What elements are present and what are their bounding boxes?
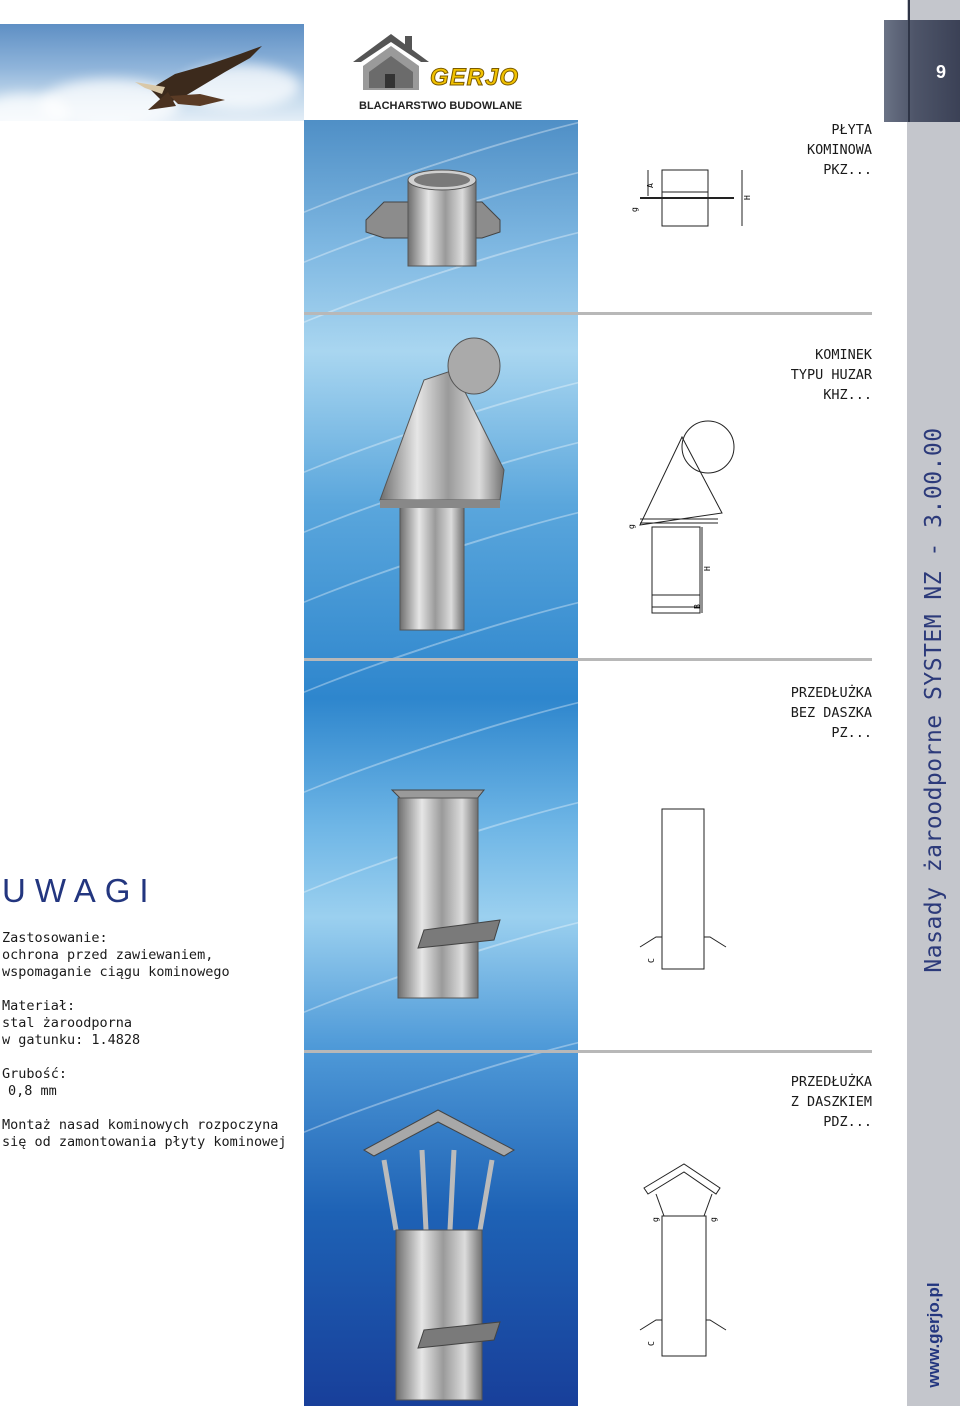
huzar-cowl-photo — [304, 320, 578, 650]
plate-technical-drawing — [622, 162, 762, 232]
svg-text:B: B — [693, 604, 702, 609]
logo-name: GERJO — [430, 64, 520, 91]
side-bar-divider — [908, 0, 910, 122]
svg-text:g: g — [651, 1217, 660, 1222]
extension-with-roof-technical-drawing — [636, 1160, 736, 1360]
section-divider — [304, 1050, 872, 1053]
mounting-line-2: się od zamontowania płyty kominowej — [2, 1134, 287, 1150]
thickness-label: Grubość: — [2, 1066, 68, 1082]
house-logo-icon — [345, 30, 435, 100]
extension-technical-drawing — [636, 805, 736, 975]
extension-with-roof-photo — [304, 1110, 578, 1406]
product-label-kominek: KOMINEK TYPU HUZAR KHZ... — [790, 347, 872, 403]
sky-photo — [0, 24, 304, 121]
vertical-page-title: Nasady żaroodporne SYSTEM NZ - 3.00.00 — [921, 427, 947, 973]
product-label-plyta: PŁYTA KOMINOWA PKZ... — [806, 122, 872, 178]
product-label-przedluzka-z-daszkiem: PRZEDŁUŻKA Z DASZKIEM PDZ... — [790, 1074, 872, 1130]
svg-text:C: C — [647, 1341, 656, 1346]
section-divider — [304, 312, 872, 315]
chimney-plate-photo — [304, 120, 578, 280]
material-line-2: w gatunku: 1.4828 — [2, 1032, 141, 1048]
material-line-1: stal żaroodporna — [2, 1015, 133, 1031]
website-link[interactable]: www.gerjo.pl — [924, 1282, 943, 1388]
company-logo — [345, 30, 545, 120]
material-label: Materiał: — [2, 998, 76, 1014]
svg-text:H: H — [743, 195, 752, 200]
product-label-przedluzka-bez-daszka: PRZEDŁUŻKA BEZ DASZKA PZ... — [790, 685, 872, 741]
svg-text:A: A — [646, 183, 655, 188]
extension-without-roof-photo — [304, 780, 578, 1010]
svg-text:g: g — [709, 1217, 718, 1222]
huzar-technical-drawing — [622, 415, 762, 615]
notes-heading: UWAGI — [2, 872, 158, 909]
application-line-1: ochrona przed zawiewaniem, — [2, 947, 214, 963]
mounting-line-1: Montaż nasad kominowych rozpoczyna — [2, 1117, 279, 1133]
application-label: Zastosowanie: — [2, 930, 108, 946]
svg-text:g: g — [627, 524, 636, 529]
page-number-tab — [884, 20, 960, 122]
page-number: 9 — [936, 62, 947, 82]
logo-subtitle: BLACHARSTWO BUDOWLANE — [359, 100, 523, 112]
thickness-value: 0,8 mm — [8, 1083, 57, 1099]
section-divider — [304, 658, 872, 661]
svg-text:g: g — [630, 207, 639, 212]
svg-text:H: H — [703, 566, 712, 571]
application-line-2: wspomaganie ciągu kominowego — [2, 964, 230, 980]
svg-text:C: C — [647, 958, 656, 963]
pelican-icon — [0, 24, 304, 121]
